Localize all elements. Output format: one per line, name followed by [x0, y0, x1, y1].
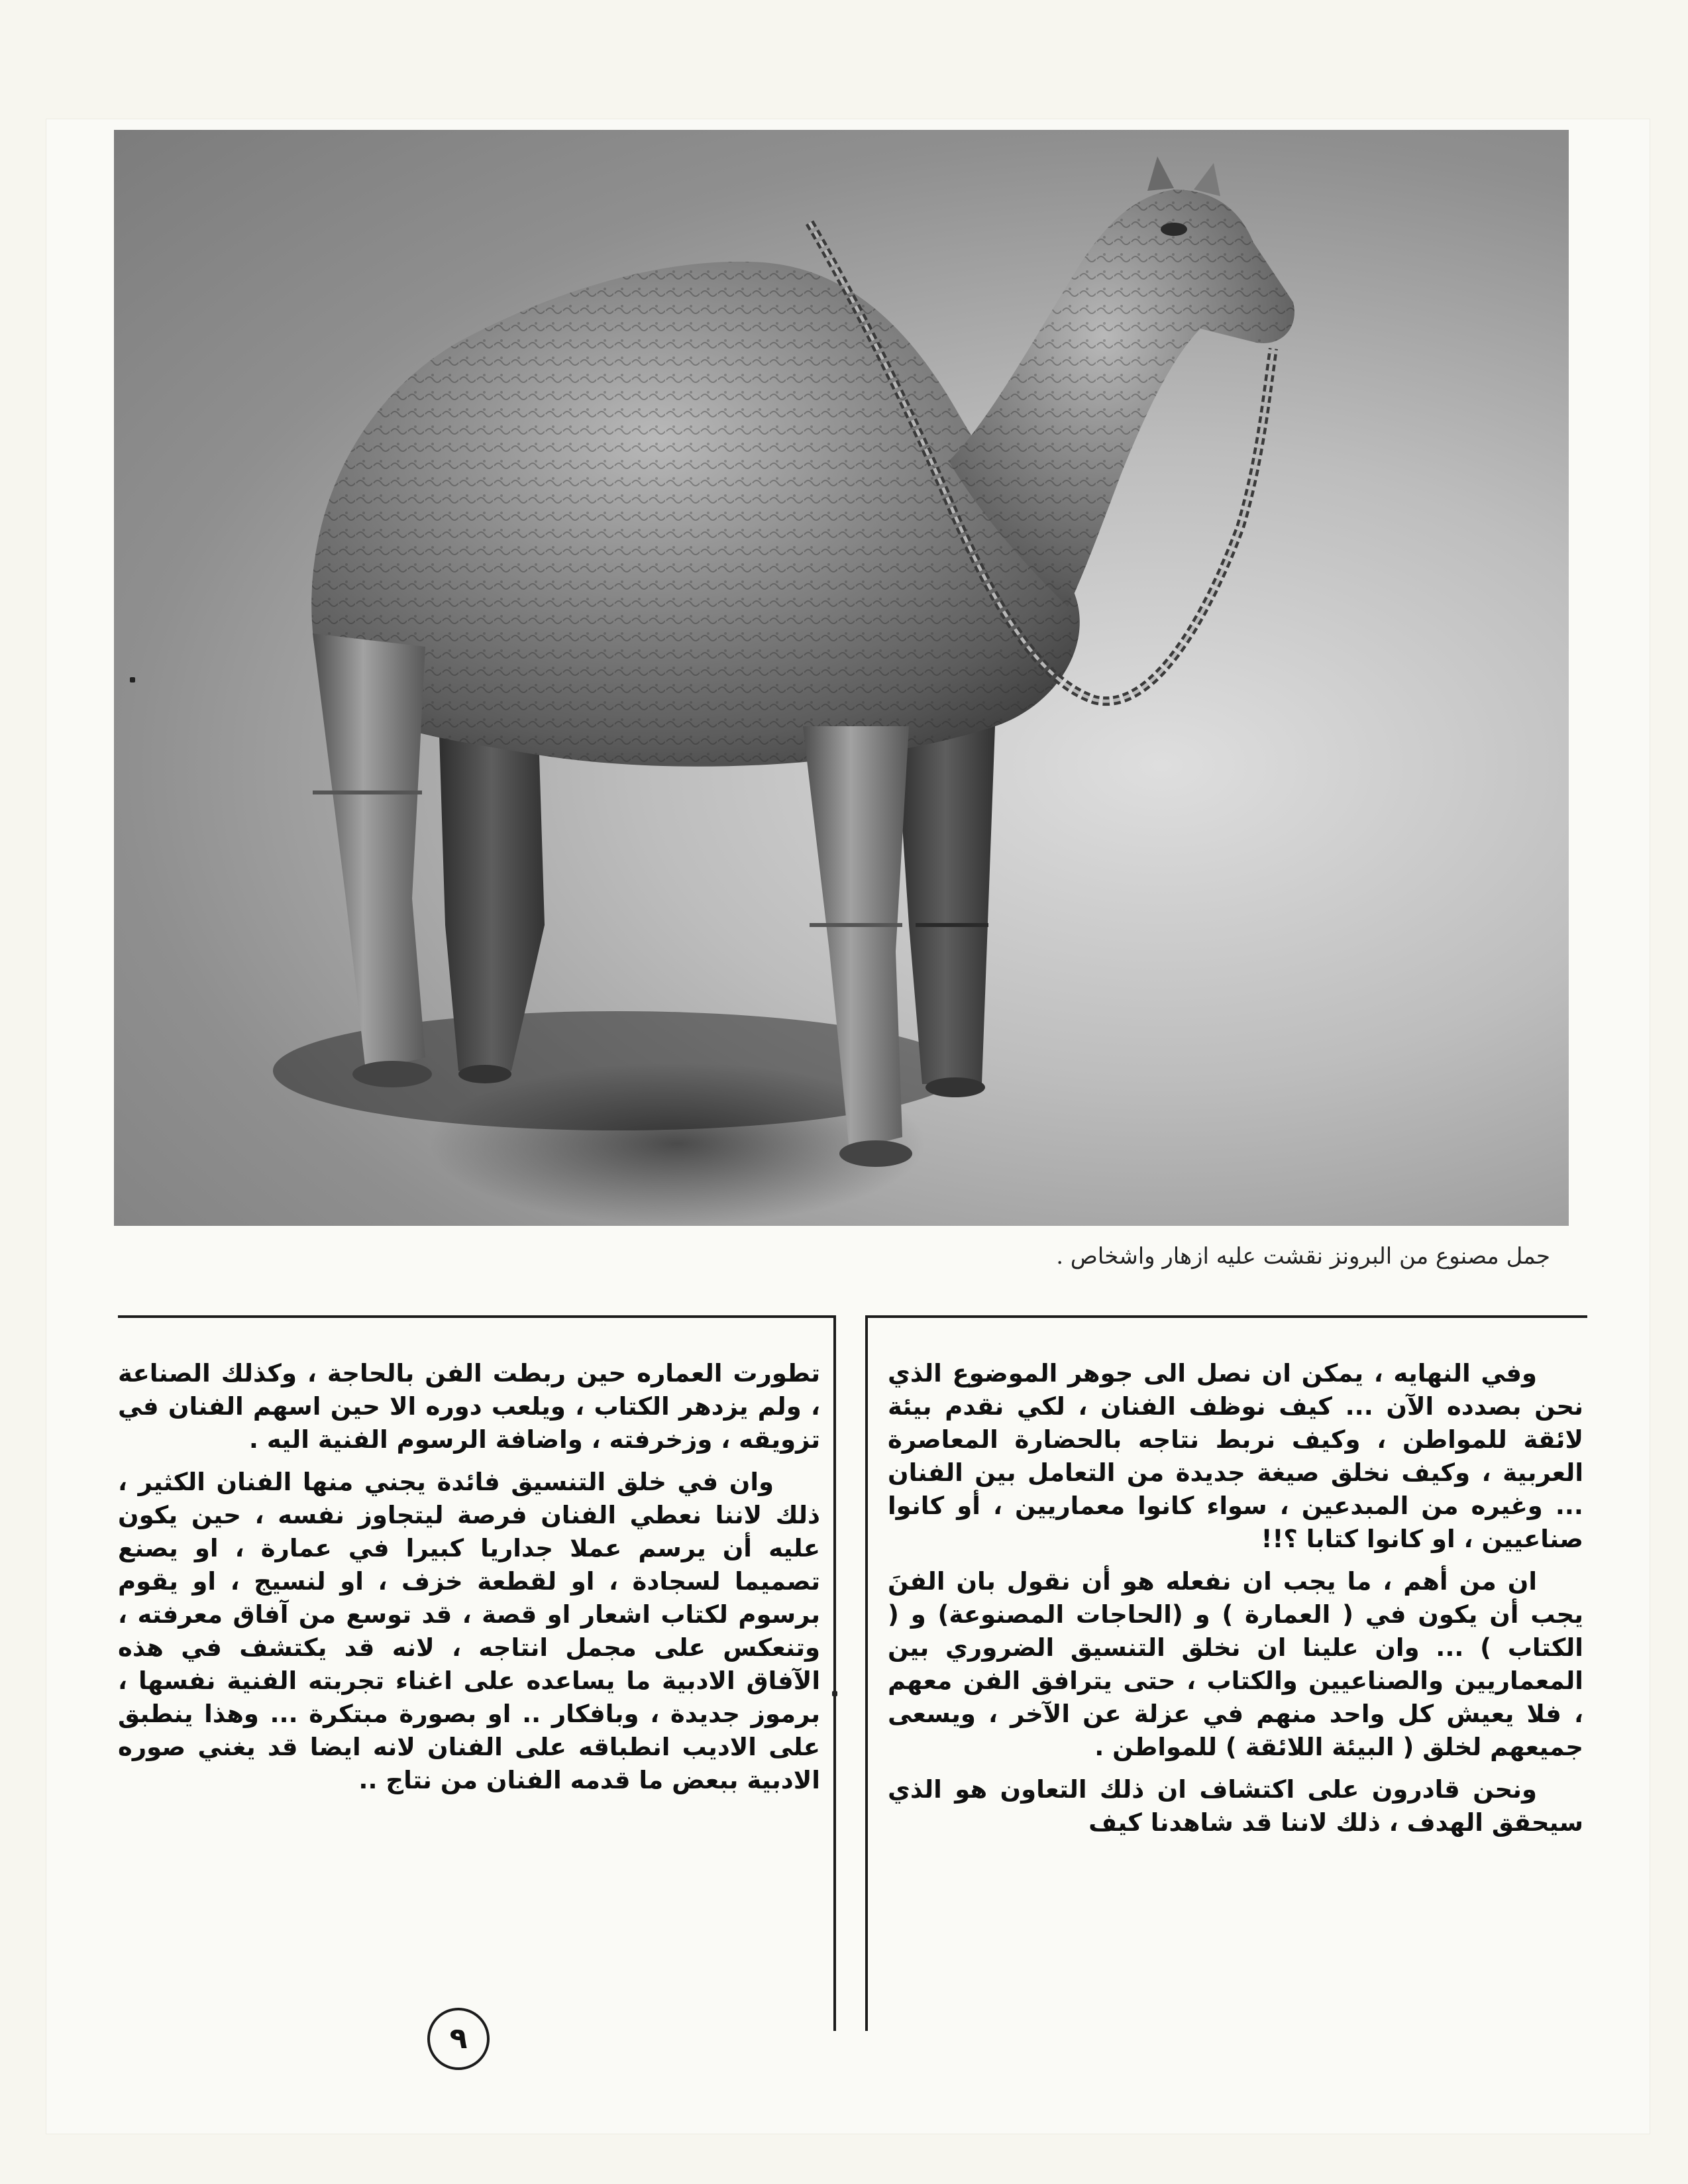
paragraph: ونحن قادرون على اكتشاف ان ذلك التعاون هو الذي سيحقق الهدف ، ذلك لاننا قد شاهدنا كيف [888, 1775, 1583, 1837]
photo-caption: جمل مصنوع من البرونز نقشت عليه ازهار واشخاص . [1056, 1243, 1550, 1270]
camel-eye [1161, 223, 1187, 236]
camel-hoof [352, 1061, 432, 1087]
camel-ear [1147, 156, 1174, 191]
camel-ear [1194, 163, 1220, 196]
article-right-column [888, 1357, 1583, 1849]
rule-divider-left [833, 1315, 836, 2031]
rule-top-right [865, 1315, 1587, 1318]
rule-divider-right [865, 1315, 868, 2031]
article-left-column [118, 1357, 820, 1806]
paragraph: تطورت العماره حين ربطت الفن بالحاجة ، وكذلك الصناعة ، ولم يزدهر الكتاب ، ويلعب دوره الا حين اسهم الفنان في تزويقه ، وزخرفته ، واضافة الرسوم الفنية اليه . [118, 1359, 820, 1454]
camel-body-engraving [311, 262, 1080, 767]
bronze-camel-illustration [114, 130, 1569, 1226]
scan-mark [832, 1691, 837, 1696]
paragraph: وفي النهايه ، يمكن ان نصل الى جوهر الموضوع الذي نحن بصدده الآن ... كيف نوظف الفنان ، لكي نقدم بيئة لائقة للمواطن ، وكيف نربط نتاجه بالحضارة المعاصرة العربية ، وكيف نخلق صيغة جديدة من التعامل بين الفنان ... وغيره من المبدعين ، سواء كانوا معماريين ، أو كانوا صناعيين ، او كانوا كتابا ؟!! [888, 1359, 1583, 1553]
camel-photo [114, 130, 1569, 1226]
paragraph: وان في خلق التنسيق فائدة يجني منها الفنان الكثير ، ذلك لاننا نعطي الفنان فرصة ليتجاوز نفسه ، حين يكون عليه أن يرسم عملا جداريا كبيرا في عمارة ، او يصنع تصميما لسجادة ، او لقطعة خزف ، او لنسيج ، او يقوم برسوم لكتاب اشعار او قصة ، قد توسع من آفاق معرفته ، وتنعكس على مجمل انتاجه ، لانه قد يكتشف في هذه الآفاق الادبية ما يساعده على اغناء تجربته الفنية نفسها ، برموز جديدة ، وبافكار .. او بصورة مبتكرة ... وهذا ينطبق على الاديب انطباقه على الفنان لانه ايضا قد يغني صوره الادبية ببعض ما قدمه الفنان من نتاج .. [118, 1468, 820, 1794]
camel-back-near-leg [313, 633, 425, 1071]
camel-hoof [925, 1077, 985, 1097]
camel-hoof [458, 1065, 511, 1083]
camel-hoof [839, 1140, 912, 1167]
page-number: ٩ [427, 2008, 490, 2070]
rule-top-left [118, 1315, 833, 1318]
camel-front-far-leg [896, 726, 995, 1084]
paragraph: ان من أهم ، ما يجب ان نفعله هو أن نقول بان الفنَ يجب أن يكون في ( العمارة ) و (الحاجات المصنوعة) و ( الكتاب ) ... وان علينا ان نخلق التنسيق الضروري بين المعماريين والصناعيين والكتاب ، حتى يترافق الفن معهم ، فلا يعيش كل واحد منهم في عزلة عن الآخر ، ويسعى جميعهم لخلق ( البيئة اللائقة ) للمواطن . [888, 1567, 1583, 1761]
scan-mark [130, 677, 135, 682]
